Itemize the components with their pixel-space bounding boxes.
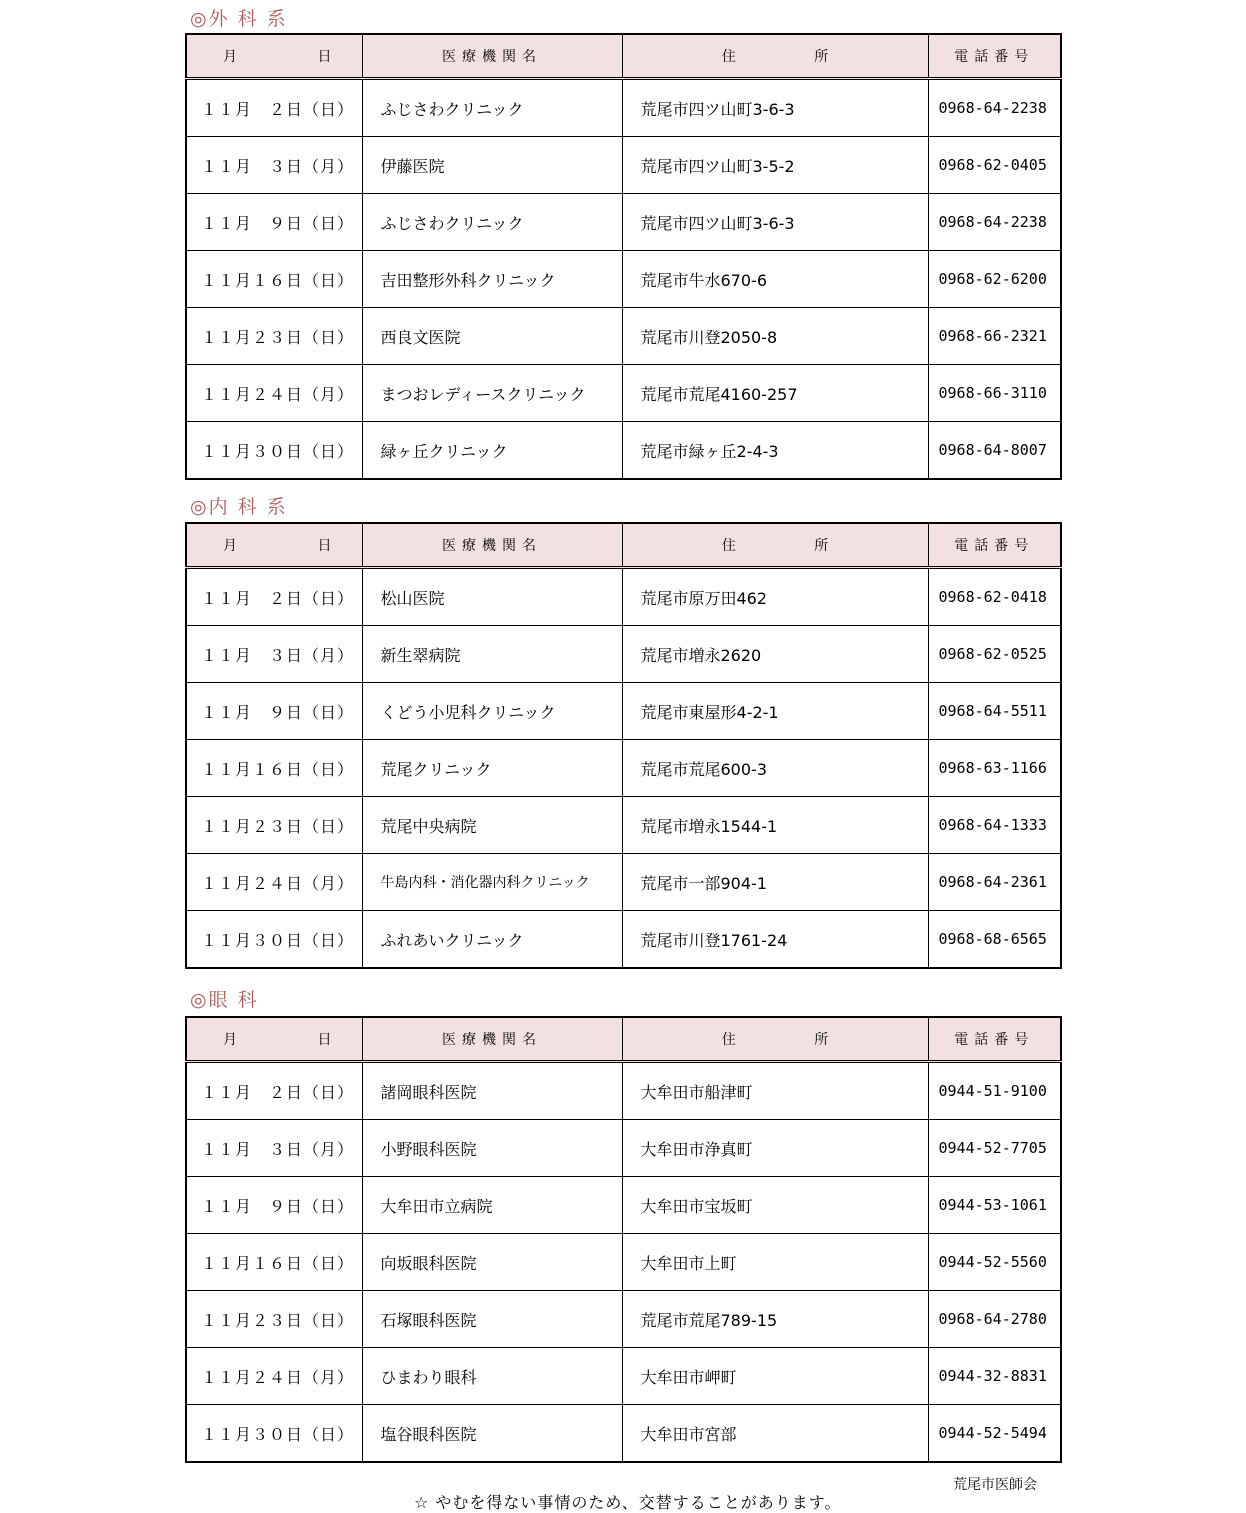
table-row — [186, 194, 1061, 251]
row-address: 荒尾市原万田462 — [622, 568, 928, 626]
table-row — [186, 854, 1061, 911]
row-address: 荒尾市荒尾600-3 — [622, 740, 928, 797]
row-date: １１月２３日（日） — [186, 1291, 362, 1348]
table-row — [186, 365, 1061, 422]
row-date: １１月 ３日（月） — [186, 1120, 362, 1177]
header-address — [622, 523, 928, 568]
row-address: 荒尾市川登1761-24 — [622, 911, 928, 969]
footer-organization: 荒尾市医師会 — [953, 1477, 1037, 1493]
table-row — [186, 1291, 1061, 1348]
row-phone: 0968-62-0405 — [928, 137, 1061, 194]
row-address: 荒尾市四ツ山町3-6-3 — [622, 194, 928, 251]
table-row — [186, 1234, 1061, 1291]
row-date: １１月 ９日（日） — [186, 194, 362, 251]
row-phone: 0968-64-2780 — [928, 1291, 1061, 1348]
header-address-2: 所 — [814, 1032, 829, 1048]
row-institution: 荒尾中央病院 — [362, 797, 622, 854]
header-date — [186, 34, 362, 79]
table-row — [186, 137, 1061, 194]
header-address-2: 所 — [814, 49, 829, 65]
row-phone: 0968-63-1166 — [928, 740, 1061, 797]
row-phone: 0968-64-2361 — [928, 854, 1061, 911]
schedule-table-surgery — [185, 33, 1062, 480]
header-institution: 医療機関名 — [362, 34, 622, 79]
row-address: 荒尾市増永2620 — [622, 626, 928, 683]
row-phone: 0944-52-5560 — [928, 1234, 1061, 1291]
row-institution: 諸岡眼科医院 — [362, 1062, 622, 1120]
table-row — [186, 1120, 1061, 1177]
row-date: １１月１６日（日） — [186, 251, 362, 308]
row-institution: 緑ヶ丘クリニック — [362, 422, 622, 480]
header-date — [186, 1017, 362, 1062]
row-address: 大牟田市宮部 — [622, 1405, 928, 1463]
row-address: 荒尾市牛水670-6 — [622, 251, 928, 308]
header-day: 日 — [317, 49, 332, 65]
header-institution: 医療機関名 — [362, 1017, 622, 1062]
row-address: 大牟田市浄真町 — [622, 1120, 928, 1177]
row-date: １１月１６日（日） — [186, 740, 362, 797]
row-phone: 0944-52-7705 — [928, 1120, 1061, 1177]
row-date: １１月 ２日（日） — [186, 79, 362, 137]
row-date: １１月 ２日（日） — [186, 568, 362, 626]
table-row — [186, 797, 1061, 854]
row-institution: 向坂眼科医院 — [362, 1234, 622, 1291]
section-title-internal: ◎内 科 系 — [190, 496, 288, 518]
row-institution: ふじさわクリニック — [362, 79, 622, 137]
table-row — [186, 308, 1061, 365]
row-address: 荒尾市増永1544-1 — [622, 797, 928, 854]
schedule-table-internal — [185, 522, 1062, 969]
footer-note: ☆ やむを得ない事情のため、交替することがあります。 — [414, 1493, 842, 1512]
row-address: 荒尾市一部904-1 — [622, 854, 928, 911]
header-address-1: 住 — [721, 49, 736, 65]
row-phone: 0944-32-8831 — [928, 1348, 1061, 1405]
row-phone: 0944-51-9100 — [928, 1062, 1061, 1120]
row-institution: 小野眼科医院 — [362, 1120, 622, 1177]
row-phone: 0968-66-3110 — [928, 365, 1061, 422]
row-address: 荒尾市川登2050-8 — [622, 308, 928, 365]
row-date: １１月 ３日（月） — [186, 137, 362, 194]
row-phone: 0968-62-0418 — [928, 568, 1061, 626]
row-date: １１月２３日（日） — [186, 797, 362, 854]
row-institution: 大牟田市立病院 — [362, 1177, 622, 1234]
row-institution: 伊藤医院 — [362, 137, 622, 194]
table-row — [186, 251, 1061, 308]
section-title-surgery: ◎外 科 系 — [190, 8, 288, 30]
table-row — [186, 911, 1061, 969]
row-phone: 0968-64-5511 — [928, 683, 1061, 740]
row-institution: まつおレディースクリニック — [362, 365, 622, 422]
header-month: 月 — [223, 538, 237, 554]
row-institution: 松山医院 — [362, 568, 622, 626]
row-address: 荒尾市荒尾4160-257 — [622, 365, 928, 422]
table-row — [186, 1405, 1061, 1463]
row-address: 大牟田市岬町 — [622, 1348, 928, 1405]
table-row — [186, 1348, 1061, 1405]
row-institution: ひまわり眼科 — [362, 1348, 622, 1405]
schedule-table-ophthalmology — [185, 1016, 1062, 1463]
header-day: 日 — [317, 538, 332, 554]
table-header-row — [186, 1017, 1061, 1062]
row-address: 荒尾市四ツ山町3-5-2 — [622, 137, 928, 194]
row-phone: 0968-64-2238 — [928, 79, 1061, 137]
row-date: １１月 ９日（日） — [186, 683, 362, 740]
row-phone: 0968-64-2238 — [928, 194, 1061, 251]
section-title-ophthalmology: ◎眼 科 — [190, 989, 259, 1011]
row-date: １１月 ９日（日） — [186, 1177, 362, 1234]
row-date: １１月３０日（日） — [186, 911, 362, 969]
row-address: 荒尾市荒尾789-15 — [622, 1291, 928, 1348]
table-row — [186, 1177, 1061, 1234]
row-address: 大牟田市宝坂町 — [622, 1177, 928, 1234]
row-phone: 0944-52-5494 — [928, 1405, 1061, 1463]
header-address-1: 住 — [721, 538, 736, 554]
row-date: １１月２４日（月） — [186, 1348, 362, 1405]
table-row — [186, 422, 1061, 480]
header-date — [186, 523, 362, 568]
row-institution: 西良文医院 — [362, 308, 622, 365]
row-institution: 荒尾クリニック — [362, 740, 622, 797]
row-institution: ふれあいクリニック — [362, 911, 622, 969]
row-institution: ふじさわクリニック — [362, 194, 622, 251]
header-address — [622, 1017, 928, 1062]
header-phone: 電話番号 — [928, 523, 1061, 568]
row-address: 大牟田市船津町 — [622, 1062, 928, 1120]
header-address — [622, 34, 928, 79]
table-header-row — [186, 523, 1061, 568]
row-institution: 石塚眼科医院 — [362, 1291, 622, 1348]
row-address: 荒尾市四ツ山町3-6-3 — [622, 79, 928, 137]
row-date: １１月２３日（日） — [186, 308, 362, 365]
header-phone: 電話番号 — [928, 1017, 1061, 1062]
header-day: 日 — [317, 1032, 332, 1048]
row-phone: 0968-66-2321 — [928, 308, 1061, 365]
row-phone: 0944-53-1061 — [928, 1177, 1061, 1234]
table-row — [186, 568, 1061, 626]
row-phone: 0968-68-6565 — [928, 911, 1061, 969]
row-address: 荒尾市緑ヶ丘2-4-3 — [622, 422, 928, 480]
table-row — [186, 1062, 1061, 1120]
row-date: １１月２４日（月） — [186, 854, 362, 911]
row-date: １１月 ３日（月） — [186, 626, 362, 683]
row-date: １１月２４日（月） — [186, 365, 362, 422]
row-address: 荒尾市東屋形4-2-1 — [622, 683, 928, 740]
table-row — [186, 683, 1061, 740]
row-phone: 0968-62-6200 — [928, 251, 1061, 308]
header-phone: 電話番号 — [928, 34, 1061, 79]
row-institution: 塩谷眼科医院 — [362, 1405, 622, 1463]
row-date: １１月３０日（日） — [186, 1405, 362, 1463]
row-institution: 吉田整形外科クリニック — [362, 251, 622, 308]
row-address: 大牟田市上町 — [622, 1234, 928, 1291]
row-phone: 0968-64-8007 — [928, 422, 1061, 480]
row-institution: くどう小児科クリニック — [362, 683, 622, 740]
row-phone: 0968-62-0525 — [928, 626, 1061, 683]
header-address-2: 所 — [814, 538, 829, 554]
row-date: １１月３０日（日） — [186, 422, 362, 480]
table-row — [186, 626, 1061, 683]
row-date: １１月 ２日（日） — [186, 1062, 362, 1120]
row-institution: 新生翠病院 — [362, 626, 622, 683]
row-phone: 0968-64-1333 — [928, 797, 1061, 854]
header-month: 月 — [223, 1032, 237, 1048]
row-date: １１月１６日（日） — [186, 1234, 362, 1291]
row-institution: 牛島内科・消化器内科クリニック — [362, 854, 622, 911]
header-institution: 医療機関名 — [362, 523, 622, 568]
table-row — [186, 740, 1061, 797]
header-address-1: 住 — [721, 1032, 736, 1048]
table-header-row — [186, 34, 1061, 79]
header-month: 月 — [223, 49, 237, 65]
table-row — [186, 79, 1061, 137]
